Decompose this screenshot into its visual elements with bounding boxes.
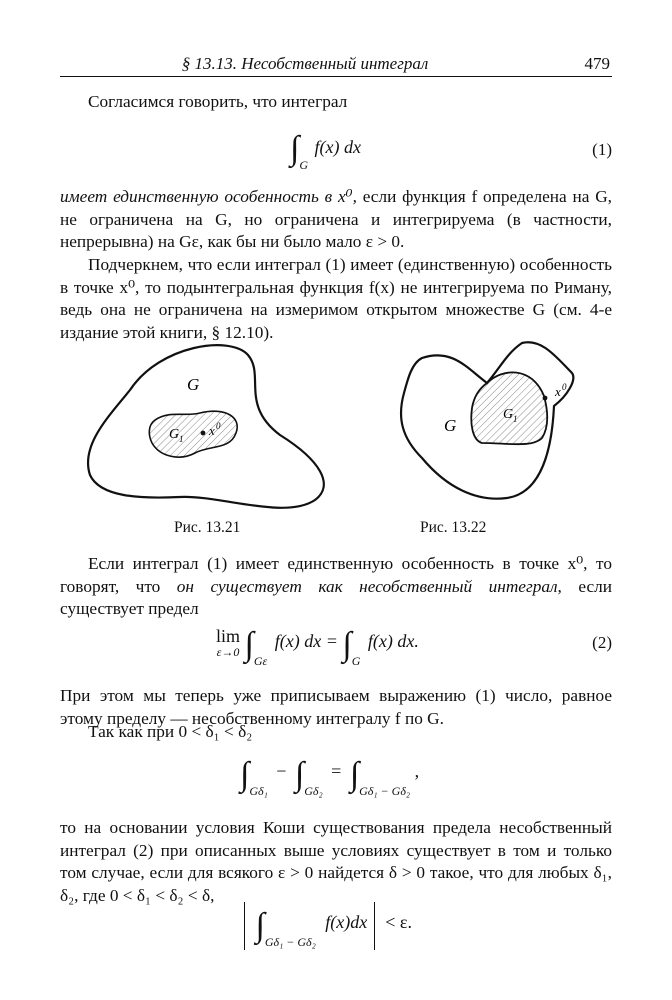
running-header	[60, 54, 612, 76]
paragraph-definition	[60, 186, 612, 254]
paragraph-intro: Согласимся говорить, что интеграл	[88, 92, 348, 111]
equation-1-number: (1)	[592, 140, 612, 159]
label-x0-sup: 0	[216, 421, 221, 431]
eq3-sub3: Gδ₁ − Gδ₂	[359, 784, 411, 798]
definition-term: имеет единственную особенность в x⁰,	[60, 187, 357, 206]
eq3-equals: =	[331, 761, 342, 781]
eq1-sub: G	[299, 158, 308, 172]
eq3-sub2: Gδ₂	[304, 784, 323, 798]
label-g1-sub: 1	[513, 414, 518, 424]
point-x0	[201, 431, 206, 436]
equation-1	[290, 126, 361, 172]
definition-rest: если функция f определена на G, не ограничена на G, но ограничена и интегрируема (в частности, непрерывна) на Gε, как бы ни было мало ε > 0.	[60, 187, 612, 251]
label-g1-sub: 1	[179, 434, 184, 444]
eq2-body-left: f(x) dx =	[274, 631, 338, 651]
eq3-comma: ,	[414, 761, 420, 781]
figure-13-22	[392, 338, 607, 513]
label-g: G	[187, 375, 200, 394]
label-x0: x	[209, 423, 215, 438]
header-rule	[60, 76, 612, 77]
limit-operator	[216, 622, 240, 658]
abs-bar-left	[244, 902, 245, 950]
paragraph-cauchy-condition: то на основании условия Коши существования предела несобственный интеграл (2) при описанных выше условиях существует в том и только том случае, если для всякого ε > 0 найдется δ > 0 такое, что для любых δ₁, δ₂, где 0 < δ₁ < δ₂ < δ,	[60, 818, 612, 905]
page-number: 479	[584, 54, 610, 73]
integral-sign: ∫	[290, 130, 300, 167]
label-x0: x	[555, 384, 561, 399]
label-g1: G	[169, 427, 180, 442]
eq2-sub-left: Gε	[253, 654, 268, 668]
label-g1: G	[503, 407, 514, 422]
caption-13-22: Рис. 13.22	[420, 519, 487, 536]
paragraph-limit-meaning: При этом мы теперь уже приписываем выражению (1) число, равное этому пределу — несобственному интегралу f по G.	[60, 686, 612, 728]
eq1-body: f(x) dx	[314, 137, 361, 157]
equation-2-number: (2)	[592, 633, 612, 652]
integral-sign: ∫	[255, 907, 265, 945]
lim-word: lim	[216, 626, 241, 646]
integral-sign: ∫	[244, 626, 254, 663]
point-x0	[543, 396, 548, 401]
integral-sign: ∫	[240, 756, 250, 793]
abs-bar-right	[374, 902, 375, 950]
improper-def-term: он существует как несобственный интеграл	[176, 576, 558, 596]
label-x0-sup: 0	[562, 382, 567, 392]
eq4-tail: < ε.	[385, 912, 412, 933]
integral-sign: ∫	[294, 756, 305, 793]
paragraph-remark: Подчеркнем, что если интеграл (1) имеет (единственную) особенность в точке x⁰, то подынтегральная функция f(x) не интегрируема по Риману, ведь она не ограничена на измеримом открытом множестве G (см. 4-е издание этой книги, § 12.10).	[60, 255, 612, 342]
improper-def-end: , если существует предел	[60, 576, 612, 618]
region-g1-outline	[149, 411, 237, 457]
section-title: § 13.13. Несобственный интеграл	[181, 54, 429, 73]
integral-sign: ∫	[342, 626, 352, 663]
improper-def-start: Если интеграл (1) имеет единственную особенность в точке x⁰, то говорят, что	[60, 554, 612, 596]
eq3-sub1: Gδ₁	[249, 784, 268, 798]
eq2-sub-right: G	[351, 654, 361, 668]
caption-13-21: Рис. 13.21	[174, 519, 241, 536]
eq2-body-right: f(x) dx.	[367, 631, 419, 651]
equation-bound	[244, 902, 412, 950]
eq3-minus: −	[276, 761, 287, 781]
paragraph-improper-definition	[60, 553, 612, 621]
paragraph-cauchy-intro: Так как при 0 < δ₁ < δ₂	[88, 722, 253, 741]
lim-subscript: ε→0	[216, 645, 240, 659]
label-g: G	[444, 416, 457, 435]
eq4-sub: Gδ₁ − Gδ₂	[264, 935, 316, 950]
integral-sign: ∫	[349, 756, 360, 793]
figure-13-21	[60, 325, 360, 550]
eq4-body: f(x)dx	[325, 912, 368, 933]
